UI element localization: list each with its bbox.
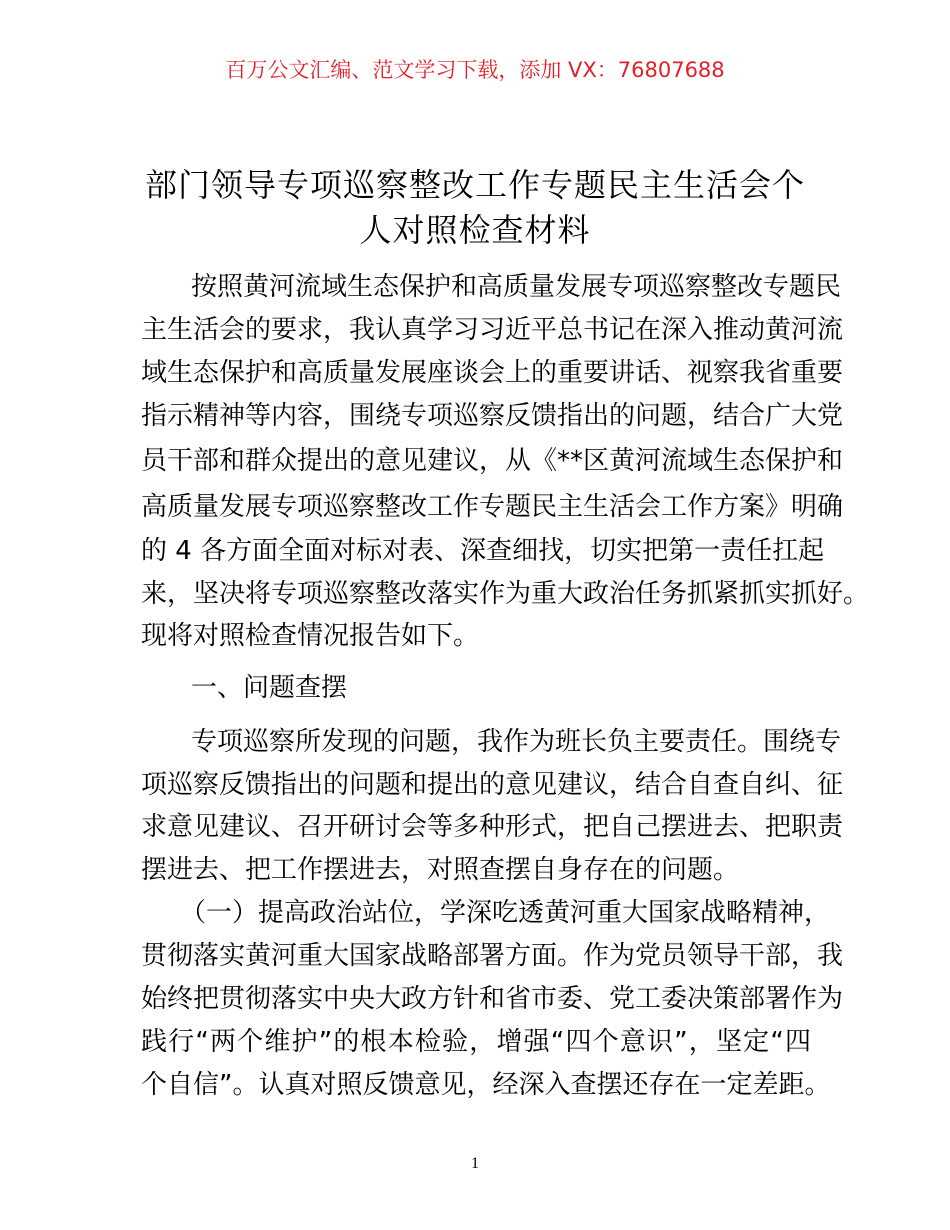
text-line: 指示精神等内容，围绕专项巡察反馈指出的问题，结合广大党 bbox=[141, 401, 844, 431]
document-title-line-1: 部门领导专项巡察整改工作专题民主生活会个 bbox=[144, 166, 805, 204]
text-line: 域生态保护和高质量发展座谈会上的重要讲话、视察我省重要 bbox=[141, 358, 844, 388]
text-line: 项巡察反馈指出的问题和提出的意见建议，结合自查自纠、征 bbox=[141, 770, 844, 800]
text-line: 求意见建议、召开研讨会等多种形式，把自己摆进去、把职责 bbox=[141, 812, 844, 842]
text-line: （一）提高政治站位，学深吃透黄河重大国家战略精神， bbox=[180, 898, 831, 928]
text-line: 贯彻落实黄河重大国家战略部署方面。作为党员领导干部，我 bbox=[141, 941, 844, 971]
text-line: 员干部和群众提出的意见建议，从《**区黄河流域生态保护和 bbox=[141, 446, 844, 476]
document-title-line-2: 人对照检查材料 bbox=[359, 211, 591, 249]
text-line: 践行“两个维护”的根本检验，增强“四个意识”，坚定“四 bbox=[141, 1027, 811, 1057]
text-line: 始终把贯彻落实中央大政方针和省市委、党工委决策部署作为 bbox=[141, 984, 844, 1014]
text-line: 来，坚决将专项巡察整改落实作为重大政治任务抓紧抓实抓好。 bbox=[141, 579, 870, 609]
text-line: 专项巡察所发现的问题，我作为班长负主要责任。围绕专 bbox=[191, 727, 842, 757]
page-number: 1 bbox=[471, 1155, 479, 1172]
header-watermark-banner: 百万公文汇编、范文学习下载，添加 VX：76807688 bbox=[225, 58, 725, 82]
text-line: 个自信”。认真对照反馈意见，经深入查摆还存在一定差距。 bbox=[141, 1070, 831, 1100]
text-line: 按照黄河流域生态保护和高质量发展专项巡察整改专题民 bbox=[191, 272, 842, 302]
text-line: 高质量发展专项巡察整改工作专题民主生活会工作方案》明确 bbox=[141, 492, 844, 522]
section-heading: 一、问题查摆 bbox=[191, 673, 348, 703]
text-line: 现将对照检查情况报告如下。 bbox=[141, 621, 480, 651]
text-line: 的 4 各方面全面对标对表、深查细找，切实把第一责任扛起 bbox=[141, 536, 825, 566]
text-line: 摆进去、把工作摆进去，对照查摆自身存在的问题。 bbox=[141, 855, 740, 885]
text-line: 主生活会的要求，我认真学习习近平总书记在深入推动黄河流 bbox=[141, 315, 844, 345]
